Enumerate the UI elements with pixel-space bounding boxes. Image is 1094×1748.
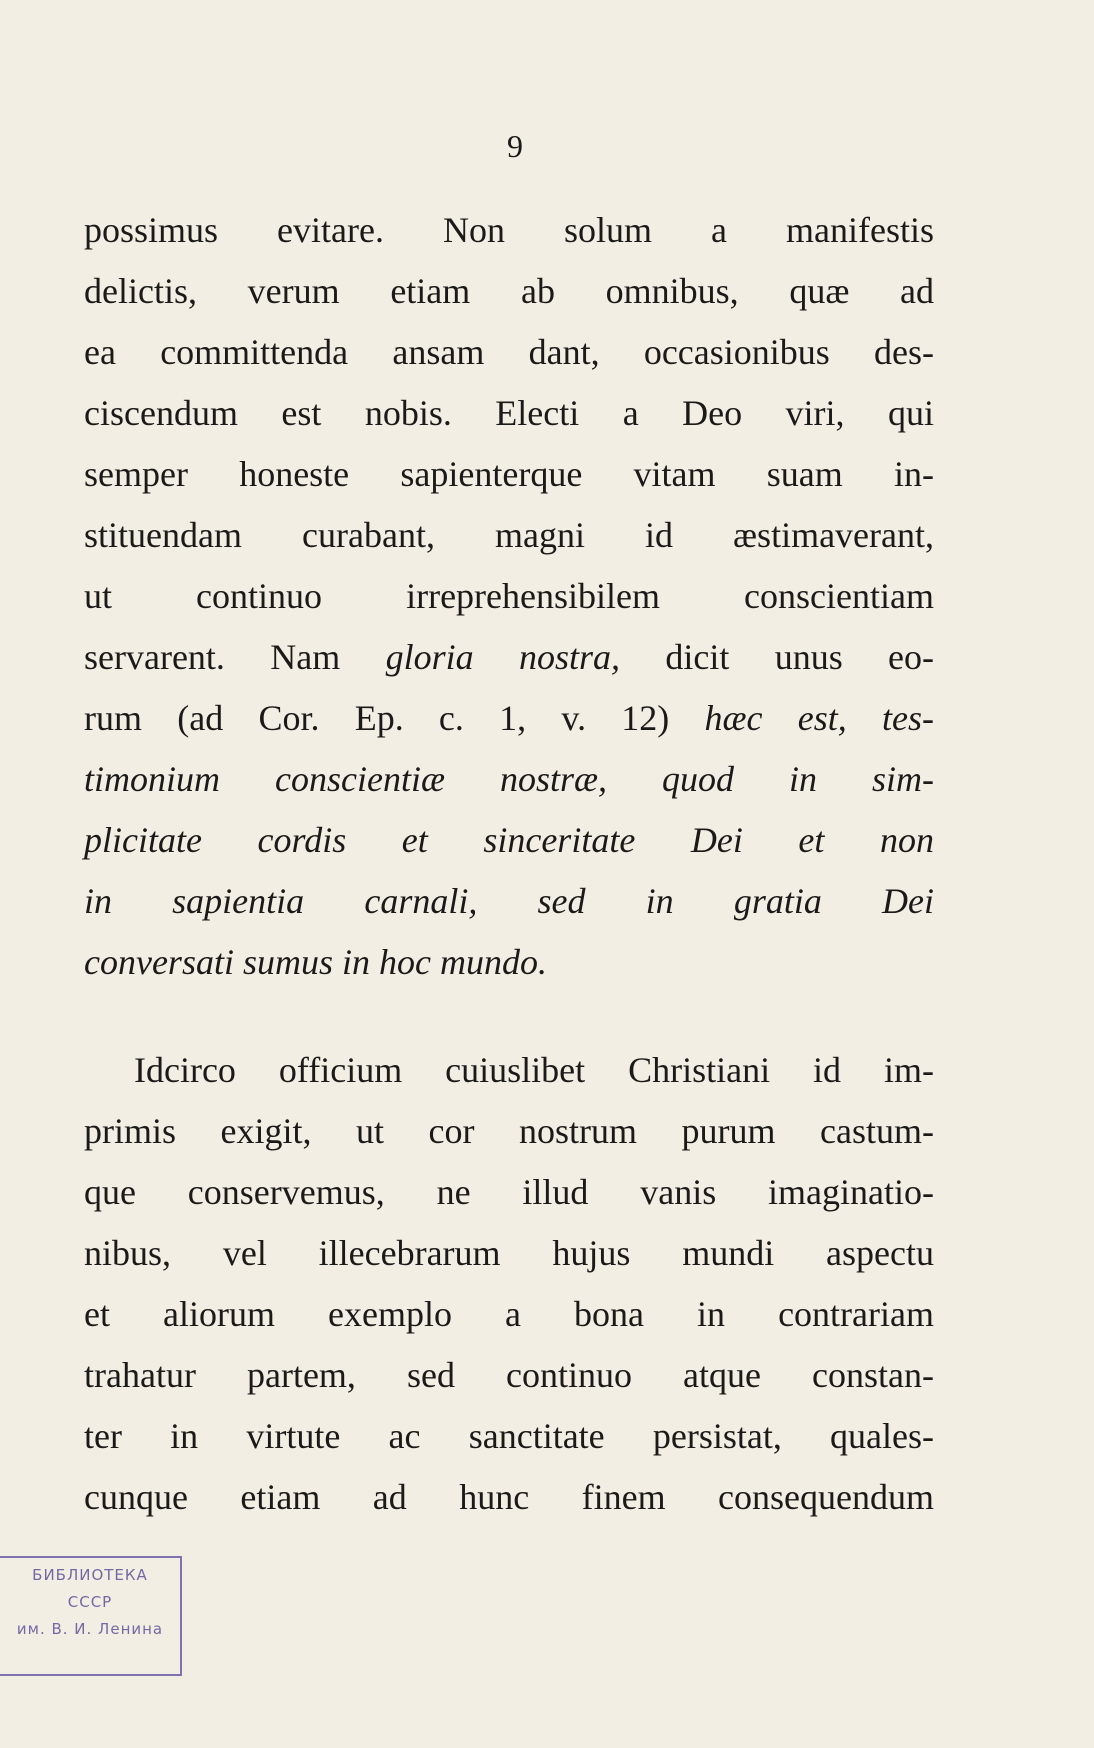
text-line: ut continuo irreprehensibilem conscientiam [84, 576, 934, 616]
quotation-line: plicitate cordis et sinceritate Dei et non [84, 820, 934, 860]
stamp-line: БИБЛИОТЕКА [32, 1566, 148, 1584]
text-line [84, 688, 934, 749]
quotation-run: hæc est, tes- [704, 698, 934, 738]
text-line: possimus evitare. Non solum a manifestis [84, 210, 934, 250]
quotation-line: conversati sumus in hoc mundo. [84, 942, 547, 982]
quotation-line: in sapientia carnali, sed in gratia Dei [84, 881, 934, 921]
paragraph-1 [84, 200, 934, 993]
paragraph-2 [84, 1040, 934, 1528]
quotation-run: gloria nostra, [385, 637, 620, 677]
text-line: cunque etiam ad hunc finem consequendum [84, 1477, 934, 1517]
text-line: primis exigit, ut cor nostrum purum castum- [84, 1111, 934, 1151]
citation-run: rum (ad Cor. Ep. c. 1, v. 12) [84, 698, 670, 738]
text-line: et aliorum exemplo a bona in contrariam [84, 1294, 934, 1334]
text-line: nibus, vel illecebrarum hujus mundi aspectu [84, 1233, 934, 1273]
stamp-line: СССР [67, 1593, 113, 1611]
text-line: ter in virtute ac sanctitate persistat, quales- [84, 1416, 934, 1456]
text-run: servarent. Nam [84, 637, 341, 677]
quotation-line: timonium conscientiæ nostræ, quod in sim- [84, 759, 934, 799]
text-line: que conservemus, ne illud vanis imaginatio- [84, 1172, 934, 1212]
page-number: 9 [507, 128, 523, 164]
text-line: ciscendum est nobis. Electi a Deo viri, qui [84, 393, 934, 433]
text-line: semper honeste sapienterque vitam suam in- [84, 454, 934, 494]
text-line: delictis, verum etiam ab omnibus, quæ ad [84, 271, 934, 311]
library-stamp [0, 1556, 182, 1676]
stamp-line: им. В. И. Ленина [16, 1620, 164, 1638]
text-line: trahatur partem, sed continuo atque constan- [84, 1355, 934, 1395]
text-line [84, 627, 934, 688]
text-run: dicit unus eo- [665, 637, 935, 677]
text-line: ea committenda ansam dant, occasionibus des- [84, 332, 934, 372]
text-line: stituendam curabant, magni id æstimaverant, [84, 515, 934, 555]
text-line: Idcirco officium cuiuslibet Christiani id im- [134, 1050, 934, 1090]
